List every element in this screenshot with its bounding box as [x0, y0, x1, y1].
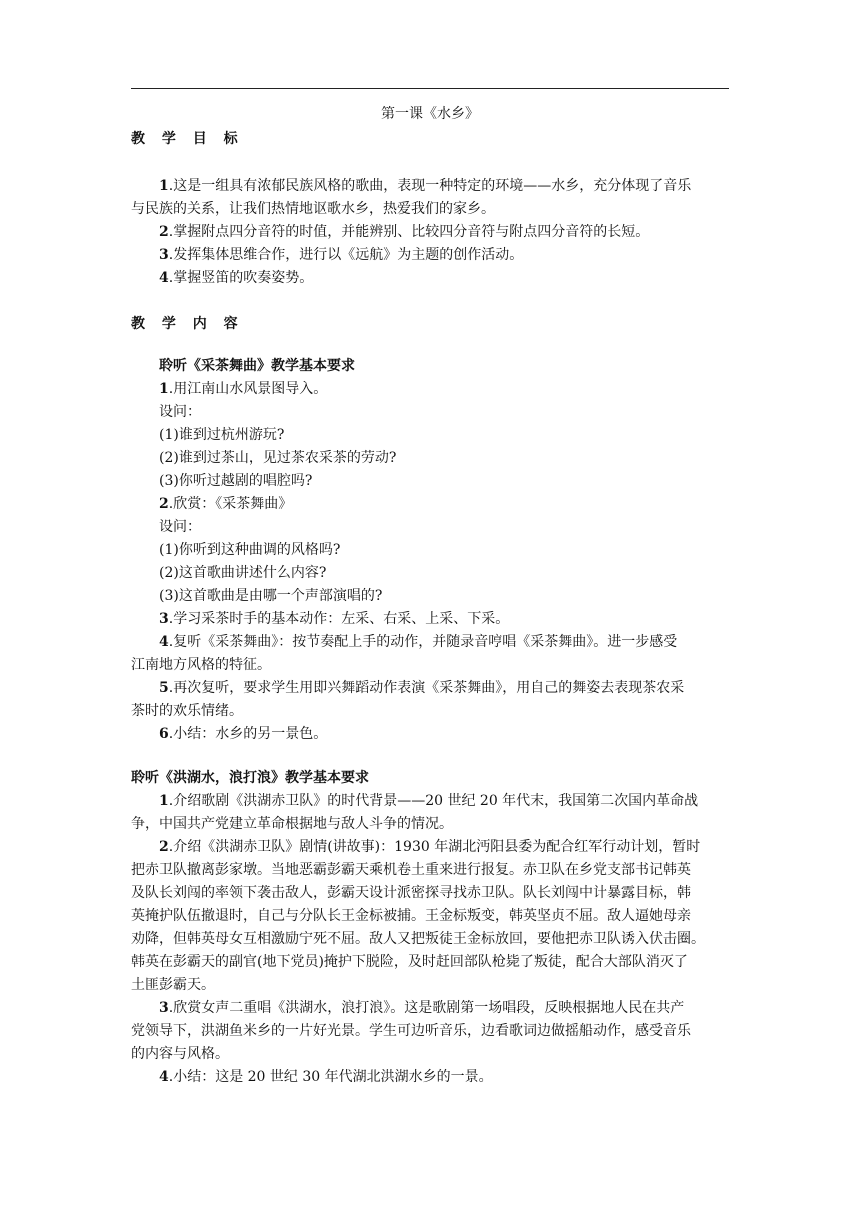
part2-step-2-cont: 土匪彭霸天。 — [131, 977, 215, 993]
goal-text: .掌握竖笛的吹奏姿势。 — [168, 270, 314, 286]
step-text: .学习采茶时手的基本动作：左采、右采、上采、下采。 — [168, 611, 510, 627]
goal-item-1-cont: 与民族的关系，让我们热情地讴歌水乡，热爱我们的家乡。 — [131, 201, 495, 217]
part2-step-1 — [159, 793, 698, 809]
part2-step-2-cont: 劝降，但韩英母女互相激励宁死不屈。敌人又把叛徒王金标放回，要他把赤卫队诱入伏击圈。 — [131, 931, 705, 947]
goal-text: .发挥集体思维合作，进行以《远航》为主题的创作活动。 — [168, 247, 524, 263]
part2-step-2-cont: 英掩护队伍撤退时，自己与分队长王金标被捕。王金标叛变，韩英坚贞不屈。敌人逼她母亲 — [131, 908, 691, 924]
goal-num: 1 — [159, 178, 169, 194]
part2-step-1-cont: 争，中国共产党建立革命根据地与敌人斗争的情况。 — [131, 816, 453, 832]
part1-step-3 — [159, 611, 509, 627]
step-text: .小结：这是 20 世纪 30 年代湖北洪湖水乡的一景。 — [168, 1069, 493, 1085]
part1-question-label-2: 设问： — [159, 519, 201, 535]
part2-step-3 — [159, 1000, 684, 1016]
part1-question: (1)谁到过杭州游玩? — [159, 427, 285, 443]
part1-step-6 — [159, 726, 327, 742]
step-text: .介绍《洪湖赤卫队》剧情(讲故事)：1930 年湖北沔阳县委为配合红军行动计划，暂时 — [168, 839, 701, 855]
step-num: 5 — [159, 680, 169, 696]
part1-step-5 — [159, 680, 684, 696]
goal-item-4 — [159, 270, 313, 286]
step-num: 2 — [159, 496, 169, 512]
part1-question: (3)你听过越剧的唱腔吗? — [159, 473, 313, 489]
step-num: 1 — [159, 381, 169, 397]
part1-question: (2)这首歌曲讲述什么内容? — [159, 565, 327, 581]
part2-title: 聆听《洪湖水，浪打浪》教学基本要求 — [131, 770, 369, 786]
step-num: 3 — [159, 1000, 169, 1016]
step-text: .用江南山水风景图导入。 — [168, 381, 328, 397]
part2-step-4 — [159, 1069, 493, 1085]
part1-question: (2)谁到过茶山，见过茶农采茶的劳动? — [159, 450, 397, 466]
goal-text: .这是一组具有浓郁民族风格的歌曲，表现一种特定的环境——水乡，充分体现了音乐 — [168, 178, 692, 194]
step-text: .欣赏女声二重唱《洪湖水，浪打浪》。这是歌剧第一场唱段，反映根据地人民在共产 — [168, 1000, 685, 1016]
part1-title: 聆听《采茶舞曲》教学基本要求 — [159, 358, 355, 374]
step-num: 4 — [159, 634, 169, 650]
step-num: 3 — [159, 611, 169, 627]
part2-step-3-cont: 党领导下，洪湖鱼米乡的一片好光景。学生可边听音乐，边看歌词边做摇船动作，感受音乐 — [131, 1023, 691, 1039]
goal-num: 4 — [159, 270, 169, 286]
part1-step-5-cont: 茶时的欢乐情绪。 — [131, 703, 243, 719]
step-text: .再次复听，要求学生用即兴舞蹈动作表演《采茶舞曲》，用自己的舞姿去表现茶农采 — [168, 680, 685, 696]
part2-step-2-cont: 把赤卫队撤离彭家墩。当地恶霸彭霸天乘机卷土重来进行报复。赤卫队在乡党支部书记韩英 — [131, 862, 691, 878]
step-text: .介绍歌剧《洪湖赤卫队》的时代背景——20 世纪 20 年代末，我国第二次国内革命战 — [168, 793, 699, 809]
part1-question-label: 设问： — [159, 404, 201, 420]
part2-step-2 — [159, 839, 700, 855]
header-rule — [131, 88, 729, 89]
part2-step-2-cont: 韩英在彭霸天的副官(地下党员)掩护下脱险，及时赶回部队枪毙了叛徒，配合大部队消灭了 — [131, 954, 688, 970]
step-text: .小结：水乡的另一景色。 — [168, 726, 328, 742]
goal-item-3 — [159, 247, 523, 263]
goal-text: .掌握附点四分音符的时值，并能辨别、比较四分音符与附点四分音符的长短。 — [168, 224, 650, 240]
goal-item-2 — [159, 224, 649, 240]
part1-step-2 — [159, 496, 292, 512]
step-num: 6 — [159, 726, 169, 742]
part2-step-2-cont: 及队长刘闯的率领下袭击敌人，彭霸天设计派密探寻找赤卫队。队长刘闯中计暴露目标，韩 — [131, 885, 691, 901]
part1-step-4-cont: 江南地方风格的特征。 — [131, 657, 271, 673]
step-num: 2 — [159, 839, 169, 855]
goals-heading: 教 学 目 标 — [131, 131, 244, 147]
step-text: .欣赏：《采茶舞曲》 — [168, 496, 293, 512]
lesson-title: 第一课《水乡》 — [381, 106, 479, 122]
part2-step-3-cont: 的内容与风格。 — [131, 1046, 229, 1062]
content-heading: 教 学 内 容 — [131, 316, 244, 332]
part1-question: (3)这首歌曲是由哪一个声部演唱的? — [159, 588, 383, 604]
goal-num: 2 — [159, 224, 169, 240]
step-text: .复听《采茶舞曲》：按节奏配上手的动作，并随录音哼唱《采茶舞曲》。进一步感受 — [168, 634, 678, 650]
part1-step-1 — [159, 381, 327, 397]
part1-step-4 — [159, 634, 677, 650]
step-num: 1 — [159, 793, 169, 809]
step-num: 4 — [159, 1069, 169, 1085]
part1-question: (1)你听到这种曲调的风格吗? — [159, 542, 341, 558]
goal-num: 3 — [159, 247, 169, 263]
goal-item-1 — [159, 178, 691, 194]
